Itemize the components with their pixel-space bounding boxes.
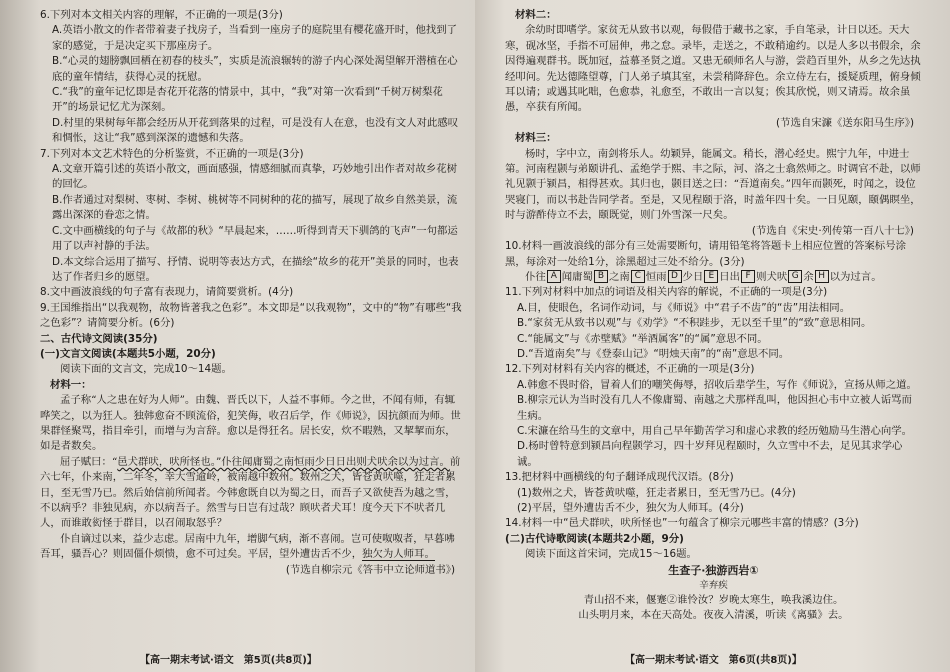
answer-box-f: F — [741, 270, 755, 283]
page-footer-6: 【高一期末考试·语文 第6页(共8页)】 — [625, 655, 802, 666]
material-2-text: 余幼时即嗜学。家贫无从致书以观，每假借于藏书之家，手自笔录，计日以还。天大寒，砚冰坚，手指不可屈伸，弗之怠。录毕，走送之，不敢稍逾约。以是人多以书假余，余因得遍观群书。既加冠，益慕圣贤之道。又患无硕师名人与游，尝趋百里外，从乡之先达执经叩问。先达德隆望尊，门人弟子填其室，未尝稍降辞色。余立侍左右，援疑质理，俯身倾耳以请；或遇其叱咄，色愈恭，礼愈至，不敢出一言以复；俟其欣悦，则又请焉。故余虽愚，卒获有所闻。 — [505, 24, 921, 114]
material-2-label: 材料二： — [515, 9, 557, 21]
material-1-label: 材料一： — [50, 378, 92, 391]
answer-box-c: C — [631, 270, 645, 283]
question-6-stem: 6.下列对本文相关内容的理解，不正确的一项是(3分) — [40, 9, 283, 21]
q6-option-c: C.“我”的童年记忆即是杏花开花落的情景中，其中，“我”对第一次看到“千树万树梨花开”的场景记忆尤为深刻。 — [52, 86, 443, 114]
q12-option-a: A.韩愈不畏时俗，冒着人们的嘲笑侮辱，招收后辈学生，写作《师说》，宣扬从师之道。 — [517, 378, 917, 391]
segment-text: 恒雨 — [645, 270, 667, 283]
answer-box-e: E — [704, 270, 718, 283]
q11-option-c: C.“能属文”与《赤壁赋》“举酒属客”的“属”意思不同。 — [517, 332, 768, 345]
q7-option-a: A.文章开篇引述的英语小散文，画面感强，情感细腻而真挚，巧妙地引出作者对故乡花树的回忆。 — [52, 163, 458, 191]
poem-line-1: 青山招不来，偃蹇②谁怜汝？岁晚太寒生，唤我溪边住。 — [583, 593, 844, 606]
answer-box-b: B — [594, 270, 608, 283]
segment-text: 之南 — [608, 270, 630, 283]
para-2-rest: 前六七年，仆来南，二年冬，幸大雪逾岭，被南越中数州。数州之犬，皆苍黄吠噬，狂走者累日，至无雪乃已。然后始信前所闻者。今韩愈既自以为蜀之日，而吾子又欲使吾为越之雪，不以病乎？非独见病，亦以病吾子。然雪与日岂有过哉？顾吠者犬耳！度今天下不吠者几人，而谁敢衒怪于群目，以召闹取怒乎？ — [40, 455, 461, 530]
reading-intro: 阅读下面的文言文，完成10～14题。 — [60, 363, 232, 376]
answer-box-h: H — [815, 270, 829, 283]
q12-option-d: D.杨时曾特意到颍昌向程颢学习，四十岁拜见程颐时，久立雪中不去，足见其求学心诚。 — [517, 440, 903, 468]
q7-option-d: D.本文综合运用了描写、抒情、说明等表达方式，在描绘“故乡的花开”美景的同时，也表达了作者归乡的愿望。 — [52, 255, 459, 283]
q6-option-a: A.英语小散文的作者带着妻子找房子，当看到一座房子的庭院里有樱花盛开时，他找到了家的感觉，于是决定买下那座房子。 — [52, 24, 458, 52]
material-3-label: 材料三： — [515, 132, 557, 145]
segment-text: 余 — [803, 270, 814, 283]
material-1-para-3 — [40, 532, 463, 563]
question-8: 8.文中画波浪线的句子富有表现力，请简要赏析。(4分) — [40, 286, 294, 299]
question-10: 10.材料一画波浪线的部分有三处需要断句，请用铅笔将答题卡上相应位置的答案标号涂黑，每涂对一处给1分，涂黑超过三处不给分。(3分) — [505, 240, 906, 268]
segment-text: 日出 — [719, 270, 741, 283]
segment-text: 少日 — [682, 270, 704, 283]
section-heading: 二、古代诗文阅读(35分) — [40, 332, 158, 345]
material-1-para-2 — [40, 455, 463, 532]
q11-option-a: A.目，使眼色，名词作动词，与《师说》中“君子不齿”的“齿”用法相同。 — [517, 301, 851, 314]
poem-title: 生查子·独游西岩① — [668, 563, 759, 577]
question-10-segmentation — [505, 270, 922, 285]
subsection-heading-poetry: (二)古代诗歌阅读(本题共2小题，9分) — [505, 532, 684, 545]
q11-option-d: D.“吾道南矣”与《登泰山记》“明烛天南”的“南”意思不同。 — [517, 347, 790, 360]
material-2-source: (节选自宋濂《送东阳马生序》) — [776, 116, 914, 129]
q13-part-2: (2)平居，望外遭齿舌不少，独欠为人师耳。(4分) — [517, 502, 744, 514]
poetry-intro: 阅读下面这首宋词，完成15～16题。 — [525, 548, 697, 561]
segment-text: 闻庸蜀 — [561, 270, 593, 283]
material-1-para-1: 孟子称“人之患在好为人师”。由魏、晋氏以下，人益不事师。今之世，不闻有师，有辄哗笑之，以为狂人。独韩愈奋不顾流俗，犯笑侮，收召后学，作《师说》，因抗颜而为师。世果群怪聚骂，指目牵引，而增与为言辞。愈以是得狂名。居长安，炊不暇熟，又挈挈而东，如是者数矣。 — [40, 394, 461, 453]
question-14: 14.材料一中“邑犬群吠，吠所怪也”一句蕴含了柳宗元哪些丰富的情感？(3分) — [505, 517, 859, 530]
material-1-source: (节选自柳宗元《答韦中立论师道书》) — [285, 563, 455, 576]
poem-author: 辛弃疾 — [699, 579, 728, 591]
material-3-text: 杨时，字中立，南剑将乐人。幼颖异，能属文。稍长，潜心经史。熙宁九年，中进士第。河南程颢与弟颐讲孔、孟绝学于熙、丰之际，河、洛之士翕然师之。时调官不赴，以师礼见颢于颍昌，相得甚欢。其归也，颢目送之曰：“吾道南矣。”四年而颢死，时闻之，设位哭寝门，而以书赴告同学者。至是，又见程颐于洛，时盖年四十矣。一日见颐，颐偶瞑坐，时与游酢侍立不去，颐既觉，则门外雪深一尺矣。 — [505, 147, 921, 222]
question-11-stem: 11.下列对材料中加点的词语及相关内容的解说，不正确的一项是(3分) — [505, 286, 828, 299]
q6-option-b: B.“心灵的翅膀飘回栖在初春的枝头”，实质是流浪辗转的游子内心深处渴望解开潜植在心底的童年情结，获得心灵的抚慰。 — [52, 55, 458, 83]
subsection-heading: (一)文言文阅读(本题共5小题，20分) — [40, 347, 216, 360]
q11-option-b: B.“家贫无从致书以观”与《劝学》“不积跬步，无以至千里”的“致”意思相同。 — [517, 317, 872, 330]
q6-option-d: D.村里的果树每年都会经历从开花到落果的过程，可是没有人在意，也没有文人对此感叹和惆怅，这让“我”感到深深的遗憾和失落。 — [52, 116, 459, 145]
segment-prefix: 仆往 — [525, 270, 546, 283]
segment-list — [546, 271, 882, 283]
material-3-source: (节选自《宋史·列传第一百八十七》) — [751, 224, 914, 237]
question-9: 9.王国维指出“以我观物，故物皆著我之色彩”。本文即是“以我观物”，文中的“物”有哪些“我之色彩”？请简要分析。(6分) — [40, 301, 462, 330]
q12-option-c: C.宋濂在给马生的文章中，用自己早年勤苦学习和虚心求教的经历勉励马生潜心向学。 — [517, 424, 913, 437]
q12-option-b: B.柳宗元认为当时没有几人不像庸蜀、南越之犬那样乱叫，他因担心韦中立被人诟骂而生病。 — [517, 394, 912, 422]
question-13: 13.把材料中画横线的句子翻译成现代汉语。(8分) — [505, 471, 734, 484]
poem-line-2: 山头明月来，本在天高处。夜夜入清溪，听读《离骚》去。 — [578, 609, 849, 622]
answer-box-g: G — [788, 270, 802, 283]
underlined-sentence: 独欠为人师耳。 — [362, 548, 435, 561]
segment-text: 则犬吠 — [756, 270, 788, 283]
page-footer-5: 【高一期末考试·语文 第5页(共8页)】 — [140, 655, 317, 666]
para-2-start: 屈子赋曰：“ — [60, 455, 118, 468]
para-3-start: 仆自谪过以来，益少志虑。居南中九年，增脚气病，渐不喜闹。岂可使呶呶者，早暮咈吾耳，骚吾心？则固僵仆烦愦，愈不可过矣。平居，望外遭齿舌不少， — [40, 532, 455, 561]
q13-part-1: (1)数州之犬，皆苍黄吠噬，狂走者累日，至无雪乃已。(4分) — [517, 486, 796, 499]
answer-box-d: D — [668, 270, 682, 283]
q7-option-b: B.作者通过对梨树、枣树、李树、桃树等不同树种的花的描写，展现了故乡自然美景，流露出深深的眷恋之情。 — [52, 193, 458, 222]
question-7-stem: 7.下列对本文艺术特色的分析鉴赏，不正确的一项是(3分) — [40, 147, 304, 160]
wavy-underlined-sentence: 邑犬群吠，吠所怪也。”仆往闻庸蜀之南恒雨少日日出则犬吠余以为过言。 — [117, 455, 450, 468]
answer-box-a: A — [547, 270, 561, 283]
q7-option-c: C.文中画横线的句子与《故都的秋》“早晨起来，……听得到青天下驯鸽的飞声”一句都运用了以声衬静的手法。 — [52, 224, 458, 253]
right-page — [475, 0, 950, 672]
segment-text: 以为过言。 — [829, 270, 882, 283]
question-12-stem: 12.下列对材料有关内容的概述，不正确的一项是(3分) — [505, 363, 755, 376]
